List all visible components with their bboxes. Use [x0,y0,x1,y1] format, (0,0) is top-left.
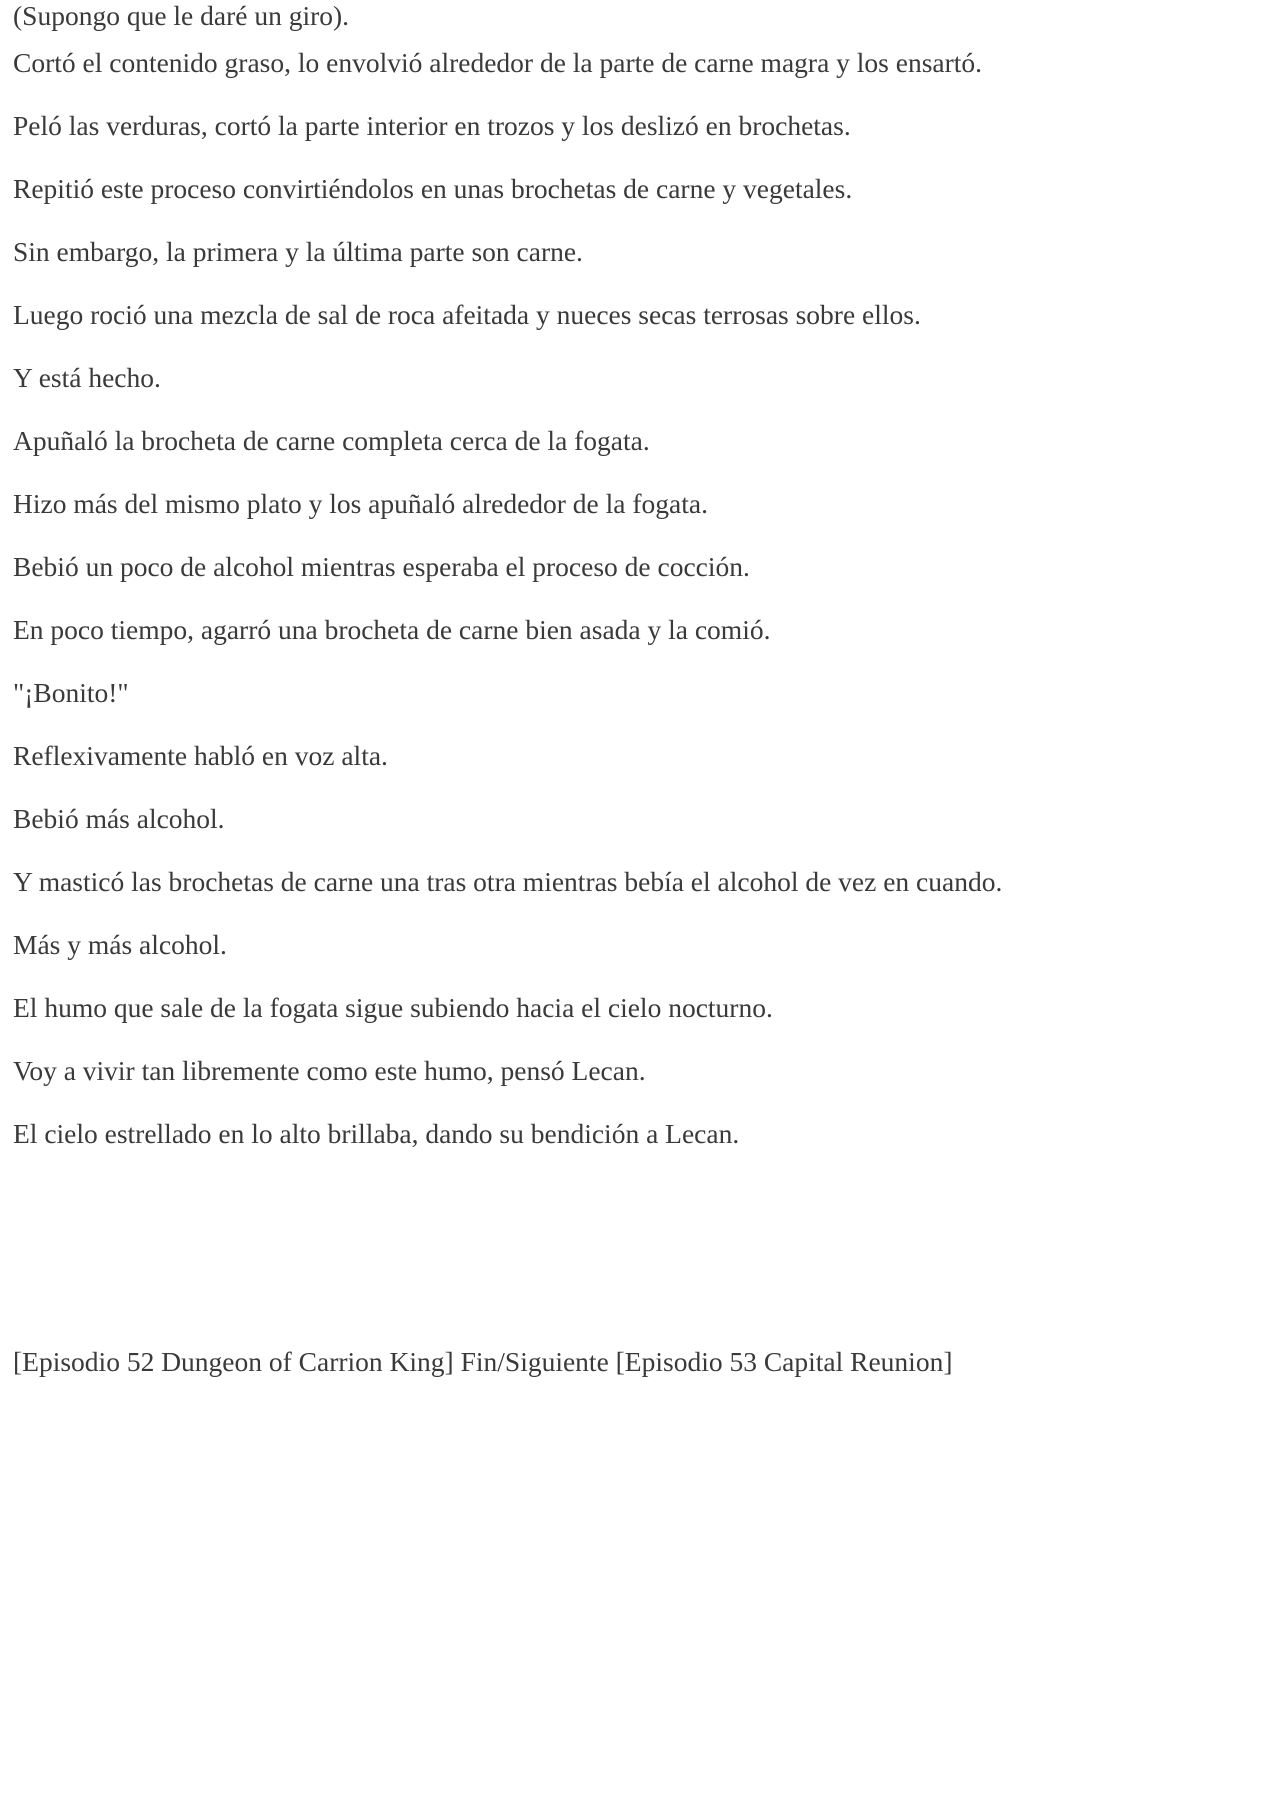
paragraph: Y está hecho. [13,362,161,393]
paragraph: Luego roció una mezcla de sal de roca afeitada y nueces secas terrosas sobre ellos. [13,299,921,330]
paragraph-list [13,0,1280,1181]
paragraph: (Supongo que le daré un giro). [13,0,350,31]
paragraph: Más y más alcohol. [13,929,227,960]
paragraph: Bebió un poco de alcohol mientras esperaba el proceso de cocción. [13,551,750,582]
paragraph: Reflexivamente habló en voz alta. [13,740,388,771]
paragraph: Bebió más alcohol. [13,803,225,834]
paragraph: En poco tiempo, agarró una brocheta de carne bien asada y la comió. [13,614,771,645]
paragraph: Repitió este proceso convirtiéndolos en unas brochetas de carne y vegetales. [13,173,853,204]
paragraph: Y masticó las brochetas de carne una tras otra mientras bebía el alcohol de vez en cuando. [13,866,1003,897]
paragraph: El cielo estrellado en lo alto brillaba, dando su bendición a Lecan. [13,1118,740,1149]
paragraph: Sin embargo, la primera y la última parte son carne. [13,236,583,267]
paragraph: Apuñaló la brocheta de carne completa cerca de la fogata. [13,425,650,456]
paragraph: Peló las verduras, cortó la parte interior en trozos y los deslizó en brochetas. [13,110,851,141]
paragraph-dialogue: "¡Bonito!" [13,677,129,708]
paragraph: Cortó el contenido graso, lo envolvió alrededor de la parte de carne magra y los ensartó. [13,47,983,78]
episode-footer: [Episodio 52 Dungeon of Carrion King] Fin/Siguiente [Episodio 53 Capital Reunion] [13,1346,953,1377]
paragraph: Hizo más del mismo plato y los apuñaló alrededor de la fogata. [13,488,708,519]
paragraph: Voy a vivir tan libremente como este humo, pensó Lecan. [13,1055,646,1086]
paragraph: El humo que sale de la fogata sigue subiendo hacia el cielo nocturno. [13,992,773,1023]
